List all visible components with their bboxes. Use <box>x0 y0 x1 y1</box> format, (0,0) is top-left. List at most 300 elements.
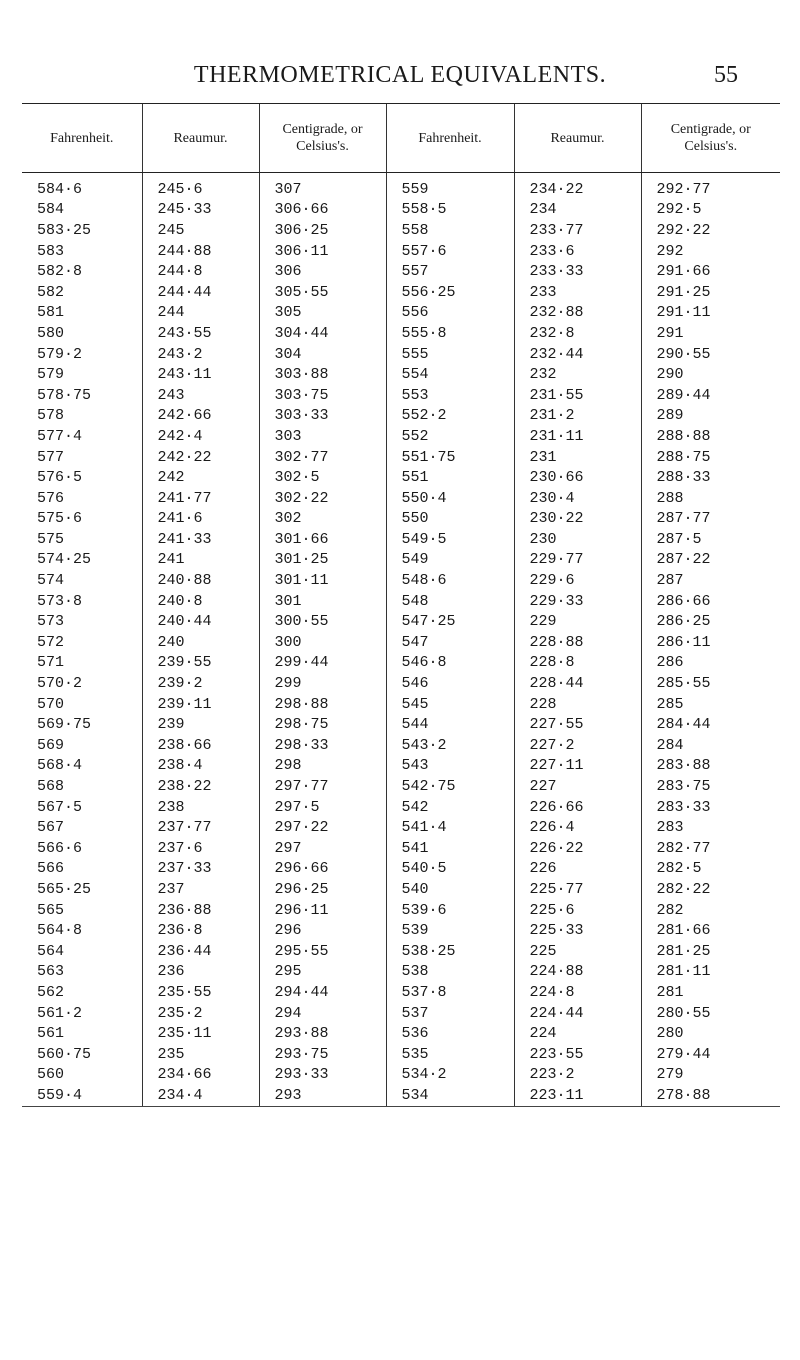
reaumur-cell: 223·2 <box>514 1065 641 1086</box>
table-row <box>22 173 780 200</box>
fahrenheit-cell: 550 <box>386 509 514 530</box>
fahrenheit-cell: 544 <box>386 714 514 735</box>
fahrenheit-cell: 582 <box>37 283 65 301</box>
reaumur-cell: 236 <box>142 962 259 983</box>
reaumur-cell: 227·55 <box>514 714 641 735</box>
table-row <box>22 611 780 632</box>
centigrade-cell: 289 <box>641 406 780 427</box>
centigrade-cell: 297 <box>259 838 386 859</box>
fahrenheit-cell: 567 <box>37 819 65 837</box>
fahrenheit-cell: 556 <box>386 303 514 324</box>
reaumur-cell: 227·2 <box>514 735 641 756</box>
reaumur-cell: 238 <box>142 797 259 818</box>
fahrenheit-cell: 547·25 <box>386 611 514 632</box>
centigrade-cell: 291·66 <box>641 261 780 282</box>
reaumur-cell: 224·8 <box>514 982 641 1003</box>
fahrenheit-cell: 566 <box>37 860 65 878</box>
centigrade-cell: 297·22 <box>259 817 386 838</box>
centigrade-cell: 301·66 <box>259 529 386 550</box>
centigrade-cell: 278·88 <box>641 1085 780 1106</box>
fahrenheit-cell: 543·2 <box>386 735 514 756</box>
reaumur-cell: 234 <box>514 200 641 221</box>
reaumur-cell: 231·55 <box>514 385 641 406</box>
fahrenheit-cell: 564·8 <box>37 922 83 940</box>
centigrade-cell: 282·22 <box>641 879 780 900</box>
column-header-centigrade: Centigrade, or Celsius's. <box>641 104 780 173</box>
fahrenheit-cell: 577·4 <box>37 427 83 445</box>
reaumur-cell: 237·77 <box>142 817 259 838</box>
fahrenheit-cell: 557 <box>386 261 514 282</box>
centigrade-cell: 282·77 <box>641 838 780 859</box>
reaumur-cell: 245·6 <box>142 173 259 200</box>
fahrenheit-cell: 548 <box>386 591 514 612</box>
reaumur-cell: 232·8 <box>514 323 641 344</box>
fahrenheit-cell: 538 <box>386 962 514 983</box>
fahrenheit-cell: 536 <box>386 1023 514 1044</box>
fahrenheit-cell: 537 <box>386 1003 514 1024</box>
fahrenheit-cell: 535 <box>386 1044 514 1065</box>
centigrade-cell: 294·44 <box>259 982 386 1003</box>
table-row <box>22 694 780 715</box>
reaumur-cell: 236·44 <box>142 941 259 962</box>
table-row <box>22 426 780 447</box>
column-header-fahrenheit: Fahrenheit. <box>386 104 514 173</box>
table-row <box>22 776 780 797</box>
fahrenheit-cell: 564 <box>37 942 65 960</box>
table-row <box>22 241 780 262</box>
table-row <box>22 859 780 880</box>
reaumur-cell: 223·11 <box>514 1085 641 1106</box>
reaumur-cell: 232·88 <box>514 303 641 324</box>
centigrade-cell: 296·66 <box>259 859 386 880</box>
reaumur-cell: 241 <box>142 550 259 571</box>
centigrade-cell: 283·88 <box>641 756 780 777</box>
table-row <box>22 529 780 550</box>
fahrenheit-cell: 547 <box>386 632 514 653</box>
centigrade-cell: 300 <box>259 632 386 653</box>
table-row <box>22 385 780 406</box>
fahrenheit-cell: 560 <box>37 1066 65 1084</box>
centigrade-cell: 292·77 <box>641 173 780 200</box>
centigrade-cell: 300·55 <box>259 611 386 632</box>
fahrenheit-cell: 584·6 <box>37 180 83 198</box>
reaumur-cell: 226·66 <box>514 797 641 818</box>
reaumur-cell: 245 <box>142 220 259 241</box>
fahrenheit-cell: 562 <box>37 983 65 1001</box>
fahrenheit-cell: 575·6 <box>37 510 83 528</box>
table-row <box>22 570 780 591</box>
reaumur-cell: 230·4 <box>514 488 641 509</box>
table-row <box>22 344 780 365</box>
fahrenheit-cell: 569·75 <box>37 716 92 734</box>
centigrade-cell: 285·55 <box>641 673 780 694</box>
fahrenheit-cell: 539 <box>386 920 514 941</box>
centigrade-cell: 296·25 <box>259 879 386 900</box>
reaumur-cell: 234·4 <box>142 1085 259 1106</box>
table-row <box>22 1065 780 1086</box>
centigrade-cell: 298·75 <box>259 714 386 735</box>
table-row <box>22 447 780 468</box>
centigrade-cell: 298 <box>259 756 386 777</box>
fahrenheit-cell: 550·4 <box>386 488 514 509</box>
centigrade-cell: 303·88 <box>259 364 386 385</box>
table-row <box>22 900 780 921</box>
reaumur-cell: 241·77 <box>142 488 259 509</box>
centigrade-cell: 286·25 <box>641 611 780 632</box>
centigrade-cell: 285 <box>641 694 780 715</box>
centigrade-cell: 298·88 <box>259 694 386 715</box>
reaumur-cell: 233·6 <box>514 241 641 262</box>
fahrenheit-cell: 558·5 <box>386 200 514 221</box>
centigrade-cell: 301 <box>259 591 386 612</box>
reaumur-cell: 226·4 <box>514 817 641 838</box>
centigrade-cell: 286·11 <box>641 632 780 653</box>
centigrade-cell: 291 <box>641 323 780 344</box>
table-row <box>22 653 780 674</box>
table-header-row <box>22 104 780 173</box>
centigrade-cell: 284 <box>641 735 780 756</box>
reaumur-cell: 224·88 <box>514 962 641 983</box>
reaumur-cell: 243·2 <box>142 344 259 365</box>
fahrenheit-cell: 580 <box>37 324 65 342</box>
reaumur-cell: 228·8 <box>514 653 641 674</box>
fahrenheit-cell: 578 <box>37 407 65 425</box>
centigrade-cell: 283·33 <box>641 797 780 818</box>
fahrenheit-cell: 549·5 <box>386 529 514 550</box>
table-row <box>22 591 780 612</box>
fahrenheit-cell: 545 <box>386 694 514 715</box>
fahrenheit-cell: 540 <box>386 879 514 900</box>
centigrade-cell: 292 <box>641 241 780 262</box>
centigrade-cell: 298·33 <box>259 735 386 756</box>
reaumur-cell: 224 <box>514 1023 641 1044</box>
fahrenheit-cell: 579 <box>37 366 65 384</box>
fahrenheit-cell: 574·25 <box>37 551 92 569</box>
reaumur-cell: 243·55 <box>142 323 259 344</box>
reaumur-cell: 237·33 <box>142 859 259 880</box>
fahrenheit-cell: 570 <box>37 695 65 713</box>
fahrenheit-cell: 546 <box>386 673 514 694</box>
reaumur-cell: 225·33 <box>514 920 641 941</box>
centigrade-cell: 306·66 <box>259 200 386 221</box>
centigrade-cell: 283 <box>641 817 780 838</box>
fahrenheit-cell: 540·5 <box>386 859 514 880</box>
table-row <box>22 261 780 282</box>
fahrenheit-cell: 568 <box>37 778 65 796</box>
table-row <box>22 509 780 530</box>
centigrade-cell: 306·25 <box>259 220 386 241</box>
centigrade-cell: 286 <box>641 653 780 674</box>
centigrade-cell: 279·44 <box>641 1044 780 1065</box>
centigrade-cell: 299·44 <box>259 653 386 674</box>
fahrenheit-cell: 561·2 <box>37 1004 83 1022</box>
fahrenheit-cell: 549 <box>386 550 514 571</box>
fahrenheit-cell: 557·6 <box>386 241 514 262</box>
centigrade-cell: 281·11 <box>641 962 780 983</box>
fahrenheit-cell: 546·8 <box>386 653 514 674</box>
reaumur-cell: 225·77 <box>514 879 641 900</box>
table-row <box>22 488 780 509</box>
reaumur-cell: 227 <box>514 776 641 797</box>
reaumur-cell: 235·55 <box>142 982 259 1003</box>
centigrade-cell: 303·75 <box>259 385 386 406</box>
table-row <box>22 406 780 427</box>
fahrenheit-cell: 582·8 <box>37 263 83 281</box>
centigrade-cell: 301·25 <box>259 550 386 571</box>
fahrenheit-cell: 559·4 <box>22 1085 142 1106</box>
fahrenheit-cell: 556·25 <box>386 282 514 303</box>
reaumur-cell: 233·33 <box>514 261 641 282</box>
centigrade-cell: 286·66 <box>641 591 780 612</box>
reaumur-cell: 230·66 <box>514 467 641 488</box>
table-row <box>22 323 780 344</box>
fahrenheit-cell: 583·25 <box>37 221 92 239</box>
centigrade-cell: 283·75 <box>641 776 780 797</box>
reaumur-cell: 242 <box>142 467 259 488</box>
reaumur-cell: 238·66 <box>142 735 259 756</box>
reaumur-cell: 240·44 <box>142 611 259 632</box>
table-row <box>22 756 780 777</box>
reaumur-cell: 242·22 <box>142 447 259 468</box>
fahrenheit-cell: 559 <box>386 173 514 200</box>
centigrade-cell: 305 <box>259 303 386 324</box>
fahrenheit-cell: 555·8 <box>386 323 514 344</box>
reaumur-cell: 229·33 <box>514 591 641 612</box>
centigrade-cell: 292·5 <box>641 200 780 221</box>
reaumur-cell: 235·2 <box>142 1003 259 1024</box>
table-row <box>22 817 780 838</box>
reaumur-cell: 238·4 <box>142 756 259 777</box>
reaumur-cell: 244 <box>142 303 259 324</box>
fahrenheit-cell: 542 <box>386 797 514 818</box>
centigrade-cell: 287·5 <box>641 529 780 550</box>
fahrenheit-cell: 538·25 <box>386 941 514 962</box>
centigrade-cell: 281·25 <box>641 941 780 962</box>
reaumur-cell: 229·6 <box>514 570 641 591</box>
centigrade-cell: 299 <box>259 673 386 694</box>
centigrade-cell: 294 <box>259 1003 386 1024</box>
table-row <box>22 838 780 859</box>
column-header-reaumur: Reaumur. <box>142 104 259 173</box>
table-row <box>22 920 780 941</box>
centigrade-cell: 304 <box>259 344 386 365</box>
reaumur-cell: 243 <box>142 385 259 406</box>
column-header-reaumur: Reaumur. <box>514 104 641 173</box>
table-row <box>22 303 780 324</box>
reaumur-cell: 243·11 <box>142 364 259 385</box>
centigrade-cell: 293 <box>259 1085 386 1106</box>
fahrenheit-cell: 541·4 <box>386 817 514 838</box>
fahrenheit-cell: 566·6 <box>37 839 83 857</box>
fahrenheit-cell: 579·2 <box>37 345 83 363</box>
centigrade-cell: 297·5 <box>259 797 386 818</box>
centigrade-cell: 282·5 <box>641 859 780 880</box>
reaumur-cell: 229 <box>514 611 641 632</box>
fahrenheit-cell: 573 <box>37 613 65 631</box>
fahrenheit-cell: 573·8 <box>37 592 83 610</box>
reaumur-cell: 239 <box>142 714 259 735</box>
centigrade-cell: 288 <box>641 488 780 509</box>
centigrade-cell: 303·33 <box>259 406 386 427</box>
reaumur-cell: 236·88 <box>142 900 259 921</box>
reaumur-cell: 230 <box>514 529 641 550</box>
reaumur-cell: 231 <box>514 447 641 468</box>
reaumur-cell: 239·55 <box>142 653 259 674</box>
fahrenheit-cell: 577 <box>37 448 65 466</box>
fahrenheit-cell: 552·2 <box>386 406 514 427</box>
reaumur-cell: 236·8 <box>142 920 259 941</box>
fahrenheit-cell: 548·6 <box>386 570 514 591</box>
centigrade-cell: 287·77 <box>641 509 780 530</box>
reaumur-cell: 225 <box>514 941 641 962</box>
reaumur-cell: 242·4 <box>142 426 259 447</box>
centigrade-cell: 293·88 <box>259 1023 386 1044</box>
table-row <box>22 467 780 488</box>
table-row <box>22 364 780 385</box>
fahrenheit-cell: 565·25 <box>37 880 92 898</box>
reaumur-cell: 232·44 <box>514 344 641 365</box>
centigrade-cell: 291·25 <box>641 282 780 303</box>
reaumur-cell: 229·77 <box>514 550 641 571</box>
fahrenheit-cell: 584 <box>37 201 65 219</box>
table-body <box>22 173 780 1107</box>
centigrade-cell: 302·77 <box>259 447 386 468</box>
centigrade-cell: 288·75 <box>641 447 780 468</box>
fahrenheit-cell: 534·2 <box>386 1065 514 1086</box>
table-row <box>22 735 780 756</box>
fahrenheit-cell: 569 <box>37 736 65 754</box>
fahrenheit-cell: 567·5 <box>37 798 83 816</box>
fahrenheit-cell: 534 <box>386 1085 514 1106</box>
reaumur-cell: 227·11 <box>514 756 641 777</box>
fahrenheit-cell: 554 <box>386 364 514 385</box>
reaumur-cell: 228 <box>514 694 641 715</box>
centigrade-cell: 289·44 <box>641 385 780 406</box>
reaumur-cell: 228·44 <box>514 673 641 694</box>
centigrade-cell: 306 <box>259 261 386 282</box>
fahrenheit-cell: 570·2 <box>37 675 83 693</box>
fahrenheit-cell: 563 <box>37 963 65 981</box>
centigrade-cell: 302·22 <box>259 488 386 509</box>
centigrade-cell: 291·11 <box>641 303 780 324</box>
table-row <box>22 982 780 1003</box>
fahrenheit-cell: 565 <box>37 901 65 919</box>
centigrade-cell: 279 <box>641 1065 780 1086</box>
fahrenheit-cell: 537·8 <box>386 982 514 1003</box>
table-row <box>22 962 780 983</box>
fahrenheit-cell: 583 <box>37 242 65 260</box>
table-row <box>22 282 780 303</box>
table-row <box>22 550 780 571</box>
reaumur-cell: 234·66 <box>142 1065 259 1086</box>
page-number: 55 <box>714 62 738 88</box>
table-row <box>22 797 780 818</box>
centigrade-cell: 301·11 <box>259 570 386 591</box>
reaumur-cell: 240 <box>142 632 259 653</box>
centigrade-cell: 293·33 <box>259 1065 386 1086</box>
centigrade-cell: 304·44 <box>259 323 386 344</box>
centigrade-cell: 297·77 <box>259 776 386 797</box>
table-row <box>22 632 780 653</box>
centigrade-cell: 287·22 <box>641 550 780 571</box>
reaumur-cell: 228·88 <box>514 632 641 653</box>
fahrenheit-cell: 575 <box>37 530 65 548</box>
reaumur-cell: 238·22 <box>142 776 259 797</box>
fahrenheit-cell: 555 <box>386 344 514 365</box>
centigrade-cell: 307 <box>259 173 386 200</box>
fahrenheit-cell: 543 <box>386 756 514 777</box>
reaumur-cell: 240·8 <box>142 591 259 612</box>
column-header-fahrenheit: Fahrenheit. <box>22 104 142 173</box>
reaumur-cell: 242·66 <box>142 406 259 427</box>
reaumur-cell: 230·22 <box>514 509 641 530</box>
fahrenheit-cell: 576·5 <box>37 469 83 487</box>
table-row <box>22 1003 780 1024</box>
running-title: THERMOMETRICAL EQUIVALENTS. <box>193 62 607 88</box>
fahrenheit-cell: 551 <box>386 467 514 488</box>
reaumur-cell: 241·6 <box>142 509 259 530</box>
table-row <box>22 200 780 221</box>
centigrade-cell: 293·75 <box>259 1044 386 1065</box>
centigrade-cell: 303 <box>259 426 386 447</box>
centigrade-cell: 292·22 <box>641 220 780 241</box>
reaumur-cell: 239·11 <box>142 694 259 715</box>
table-row <box>22 220 780 241</box>
centigrade-cell: 280 <box>641 1023 780 1044</box>
table-row <box>22 1085 780 1106</box>
centigrade-cell: 295·55 <box>259 941 386 962</box>
centigrade-cell: 295 <box>259 962 386 983</box>
fahrenheit-cell: 574 <box>37 572 65 590</box>
fahrenheit-cell: 571 <box>37 654 65 672</box>
reaumur-cell: 225·6 <box>514 900 641 921</box>
reaumur-cell: 226 <box>514 859 641 880</box>
fahrenheit-cell: 539·6 <box>386 900 514 921</box>
reaumur-cell: 237·6 <box>142 838 259 859</box>
reaumur-cell: 234·22 <box>514 173 641 200</box>
reaumur-cell: 240·88 <box>142 570 259 591</box>
column-header-centigrade: Centigrade, or Celsius's. <box>259 104 386 173</box>
centigrade-cell: 288·88 <box>641 426 780 447</box>
centigrade-cell: 290 <box>641 364 780 385</box>
centigrade-cell: 306·11 <box>259 241 386 262</box>
reaumur-cell: 239·2 <box>142 673 259 694</box>
reaumur-cell: 244·8 <box>142 261 259 282</box>
reaumur-cell: 224·44 <box>514 1003 641 1024</box>
reaumur-cell: 241·33 <box>142 529 259 550</box>
fahrenheit-cell: 558 <box>386 220 514 241</box>
centigrade-cell: 281·66 <box>641 920 780 941</box>
table-row <box>22 941 780 962</box>
reaumur-cell: 235·11 <box>142 1023 259 1044</box>
fahrenheit-cell: 561 <box>37 1025 65 1043</box>
fahrenheit-cell: 576 <box>37 489 65 507</box>
reaumur-cell: 223·55 <box>514 1044 641 1065</box>
reaumur-cell: 237 <box>142 879 259 900</box>
centigrade-cell: 280·55 <box>641 1003 780 1024</box>
reaumur-cell: 244·44 <box>142 282 259 303</box>
fahrenheit-cell: 553 <box>386 385 514 406</box>
table-row <box>22 1044 780 1065</box>
fahrenheit-cell: 560·75 <box>37 1045 92 1063</box>
fahrenheit-cell: 541 <box>386 838 514 859</box>
centigrade-cell: 296·11 <box>259 900 386 921</box>
centigrade-cell: 287 <box>641 570 780 591</box>
reaumur-cell: 233·77 <box>514 220 641 241</box>
reaumur-cell: 231·11 <box>514 426 641 447</box>
thermometric-table <box>22 103 780 1107</box>
fahrenheit-cell: 551·75 <box>386 447 514 468</box>
